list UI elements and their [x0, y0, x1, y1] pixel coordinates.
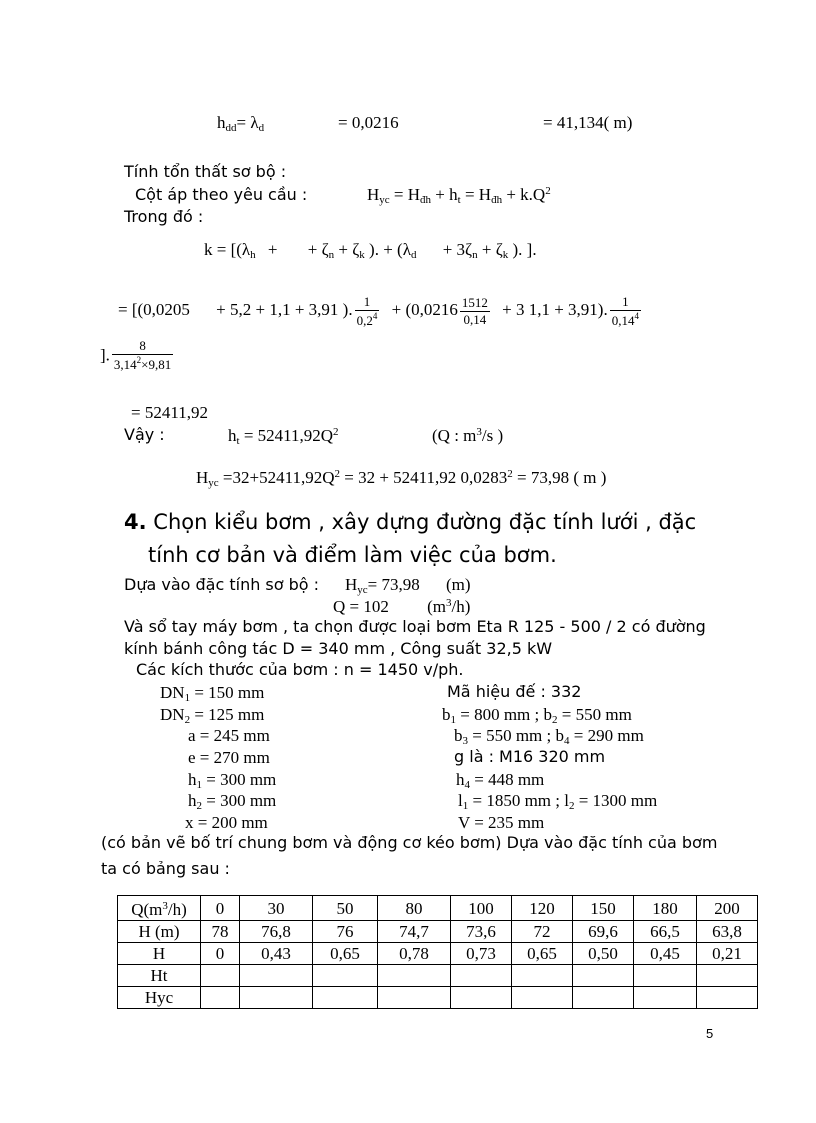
table-cell: 76 — [313, 921, 378, 943]
therefore-label: Vậy : — [124, 425, 165, 444]
table-cell — [697, 965, 758, 987]
k-expression: $k = [(\lambda_h$ + + $\zeta_n + \zeta_k$ ). + ($\lambda_d + 3\zeta_n + \zeta_k$ ). ]. — [204, 240, 537, 261]
table-header-q: $Q(m^3/h)$ — [118, 896, 201, 921]
section-4-heading — [124, 505, 696, 539]
fraction-4: $\frac{8}{3,14^2\times 9,81}$ — [113, 338, 172, 372]
table-row-h — [118, 921, 758, 943]
dim-l1-l2: $l_1 = 1850$ mm ; $l_2 = 1300$ mm — [458, 791, 658, 812]
table-cell: 150 — [573, 896, 634, 921]
section-title-line2: tính cơ bản và điểm làm việc của bơm. — [148, 543, 557, 567]
table-cell: 50 — [313, 896, 378, 921]
table-cell — [451, 987, 512, 1009]
table-cell — [573, 965, 634, 987]
table-row-eta — [118, 943, 758, 965]
row-label: Ht — [118, 965, 201, 987]
q-value: Q = 102 $(m^3/h)$ — [333, 597, 471, 616]
hyc-calculation: $H_{yc} =32+52411,92Q^2 = 32 + 52411,92$ 0,0283$^2$ = 73,98 ( m ) — [196, 468, 607, 489]
table-cell — [512, 987, 573, 1009]
hyc-value: $H_{yc}= 73,98$ (m) — [345, 575, 471, 596]
table-cell — [201, 965, 240, 987]
dim-h2: $h_2 = 300$ mm — [188, 791, 277, 812]
table-cell — [201, 987, 240, 1009]
table-cell: 0,21 — [697, 943, 758, 965]
table-cell: 0,43 — [240, 943, 313, 965]
dim-h1: $h_1 = 300$ mm — [188, 770, 277, 791]
table-cell — [451, 965, 512, 987]
hdd-formula: $h_{dd}= \lambda_d$ — [217, 113, 265, 134]
table-cell: 66,5 — [634, 921, 697, 943]
preliminary-title: Tính tổn thất sơ bộ : — [124, 162, 287, 181]
table-cell: 200 — [697, 896, 758, 921]
hdd-result: = 41,134( m) — [543, 113, 633, 132]
basis-text: Dựa vào đặc tính sơ bộ : — [124, 575, 320, 594]
table-row-hyc — [118, 987, 758, 1009]
section-title-line1: Chọn kiểu bơm , xây dựng đường đặc tính lưới , đặc — [153, 510, 697, 534]
dim-v: V = 235 mm — [458, 813, 545, 832]
table-cell: 0,50 — [573, 943, 634, 965]
table-cell: 78 — [201, 921, 240, 943]
dim-e: e = 270 mm — [188, 748, 270, 767]
row-label: H (m) — [118, 921, 201, 943]
section-number: 4. — [124, 510, 147, 534]
table-cell: 0,65 — [313, 943, 378, 965]
table-cell: 0,78 — [378, 943, 451, 965]
pump-characteristic-table — [117, 895, 758, 1009]
note-line2: ta có bảng sau : — [101, 859, 230, 878]
table-cell — [313, 987, 378, 1009]
table-cell: 0 — [201, 943, 240, 965]
table-row-ht — [118, 965, 758, 987]
table-cell — [313, 965, 378, 987]
table-cell — [634, 987, 697, 1009]
dim-a: a = 245 mm — [188, 726, 270, 745]
page-number: 5 — [706, 1026, 714, 1041]
table-cell: 80 — [378, 896, 451, 921]
fraction-1: $\frac{1}{0,2^4}$ — [356, 294, 378, 328]
dim-g: g là : M16 320 mm — [454, 747, 606, 766]
table-cell — [240, 987, 313, 1009]
fraction-3: $\frac{1}{0,14^4}$ — [611, 294, 639, 328]
table-cell: 76,8 — [240, 921, 313, 943]
fraction-2: $\frac{1512}{0,14}$ — [461, 295, 488, 327]
row-label: Hyc — [118, 987, 201, 1009]
table-cell: 0,73 — [451, 943, 512, 965]
dim-dn2: $DN_2 = 125$ mm — [160, 705, 265, 726]
hdd-coefficient: = 0,0216 — [338, 113, 399, 132]
dim-b3-b4: $b_3 = 550$ mm ; $b_4 = 290$ mm — [454, 726, 644, 747]
table-cell: 100 — [451, 896, 512, 921]
k-numeric: = [(0,0205 + 5,2 + 1,1 + 3,91 ). $\frac{1}{0,2^4}$ + (0,0216 $\frac{1512}{0,14}$ + 3 1,1 + 3,91). $\frac{1}{0,14^4}$ — [118, 294, 639, 328]
dim-h4: $h_4 = 448$ mm — [456, 770, 545, 791]
ht-formula: $h_t = 52411,92Q^2$ — [228, 426, 339, 447]
table-cell — [573, 987, 634, 1009]
table-cell: 73,6 — [451, 921, 512, 943]
table-cell: 0,45 — [634, 943, 697, 965]
table-cell — [634, 965, 697, 987]
table-cell: 180 — [634, 896, 697, 921]
head-formula: $H_{yc} = H_{đh} + h_t = H_{đh} + k.Q^2$ — [367, 185, 551, 206]
table-cell: 0 — [201, 896, 240, 921]
k-tail: ]. $\frac{8}{3,14^2\times 9,81}$ — [100, 338, 172, 372]
row-label: H — [118, 943, 201, 965]
table-cell — [697, 987, 758, 1009]
pump-select-line1: Và sổ tay máy bơm , ta chọn được loại bơm Eta R 125 - 500 / 2 có đường — [124, 617, 706, 636]
pump-select-line2: kính bánh công tác D = 340 mm , Công suất 32,5 kW — [124, 639, 553, 658]
table-cell: 30 — [240, 896, 313, 921]
table-cell: 120 — [512, 896, 573, 921]
table-row-q — [118, 896, 758, 921]
table-cell — [378, 987, 451, 1009]
table-cell: 69,6 — [573, 921, 634, 943]
table-cell — [240, 965, 313, 987]
table-cell: 72 — [512, 921, 573, 943]
dim-x: x = 200 mm — [185, 813, 268, 832]
q-unit-note: (Q : $m^3/s$ ) — [432, 426, 504, 445]
table-cell: 0,65 — [512, 943, 573, 965]
k-value: = 52411,92 — [131, 403, 208, 422]
dim-dn1: $DN_1 = 150$ mm — [160, 683, 265, 704]
head-label: Cột áp theo yêu cầu : — [135, 185, 308, 204]
table-cell: 63,8 — [697, 921, 758, 943]
where-label: Trong đó : — [124, 207, 204, 226]
note-line1: (có bản vẽ bố trí chung bơm và động cơ kéo bơm) Dựa vào đặc tính của bơm — [101, 833, 718, 852]
table-cell — [512, 965, 573, 987]
base-code: Mã hiệu đế : 332 — [447, 682, 582, 701]
table-cell — [378, 965, 451, 987]
pump-dims-line: Các kích thước của bơm : n = 1450 v/ph. — [136, 660, 464, 679]
table-cell: 74,7 — [378, 921, 451, 943]
dim-b1-b2: $b_1 = 800$ mm ; $b_2 = 550$ mm — [442, 705, 632, 726]
